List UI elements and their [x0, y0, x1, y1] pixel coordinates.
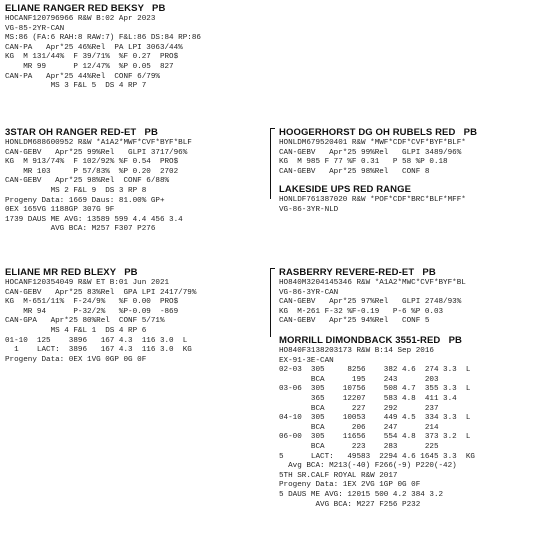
- detail-line: HONLDF761387020 R&W *POF*CDF*BRC*BLF*MFF*: [279, 196, 466, 204]
- detail-line: BCA 223 283 225: [279, 442, 439, 451]
- detail-line: MS:86 (FA:6 RAH:8 RAW:7) F&L:86 DS:84 RP:86: [5, 34, 201, 43]
- pedigree-bracket-sire: [270, 128, 275, 199]
- detail-line: MS 3 F&L 5 DS 4 RP 7: [5, 82, 147, 91]
- animal-name: ELIANE MR RED BLEXY PB: [5, 267, 138, 278]
- detail-line: 06-00 305 11656 554 4.8 373 3.2 L: [279, 433, 471, 442]
- detail-line: Progeny Data: 0EX 1VG 0GP 0G 0F: [5, 355, 147, 364]
- detail-line: 5TH SR.CALF ROYAL R&W 2017: [279, 471, 398, 480]
- animal-eliane-blexy: [5, 267, 196, 365]
- detail-line: VG-85-2YR-CAN: [5, 24, 65, 33]
- detail-line: HOCANF120354049 R&W ET B:01 Jun 2021: [5, 279, 170, 287]
- detail-line: KG M 131/44% F 39/71% %F 0.27 PRO$: [5, 53, 179, 62]
- detail-line: AVG BCA: M227 F256 P232: [279, 500, 421, 509]
- detail-line: KG M-651/11% F-24/9% %F 0.00 PRO$: [5, 298, 179, 307]
- detail-line: CAN-PA Apr*25 44%Rel CONF 6/79%: [5, 72, 160, 81]
- animal-3star-ranger: [5, 127, 192, 235]
- detail-line: 1 LACT: 3896 167 4.3 116 3.0 KG: [5, 346, 192, 355]
- detail-line: CAN-GEBV Apr*25 98%Rel CONF 6/88%: [5, 177, 170, 186]
- detail-line: HO840F3138203173 R&W B:14 Sep 2016: [279, 347, 434, 355]
- detail-line: VG-86-3YR-NLD: [279, 205, 339, 214]
- detail-line: MR 99 P 12/47% %P 0.05 827: [5, 62, 174, 71]
- detail-line: 365 12207 583 4.8 411 3.4: [279, 394, 457, 403]
- animal-name: RASBERRY REVERE-RED-ET PB: [279, 267, 436, 278]
- animal-lakeside-ups: [279, 184, 466, 215]
- detail-line: CAN-GPA Apr*25 80%Rel CONF 5/71%: [5, 317, 165, 326]
- detail-line: EX-91-3E-CAN: [279, 356, 334, 365]
- detail-line: MS 2 F&L 9 DS 3 RP 8: [5, 186, 147, 195]
- detail-line: MS 4 F&L 1 DS 4 RP 6: [5, 326, 147, 335]
- detail-line: BCA 206 247 214: [279, 423, 439, 432]
- detail-line: 03-06 305 10756 508 4.7 355 3.3 L: [279, 385, 471, 394]
- detail-line: 0EX 165VG 1188GP 307G 9F: [5, 206, 115, 215]
- animal-name: HOOGERHORST DG OH RUBELS RED PB: [279, 127, 478, 138]
- detail-line: HOCANF120796966 R&W B:02 Apr 2023: [5, 15, 156, 23]
- detail-line: 01-10 125 3896 167 4.3 116 3.0 L: [5, 336, 188, 345]
- detail-line: CAN-GEBV Apr*25 99%Rel GLPI 3717/96%: [5, 148, 188, 157]
- detail-line: MR 94 P-32/2% %P-0.09 -869: [5, 307, 179, 316]
- detail-line: CAN-GEBV Apr*25 83%Rel GPA LPI 2417/79%: [5, 288, 197, 297]
- pedigree-bracket-dam: [270, 268, 275, 337]
- animal-name: MORRILL DIMONDBACK 3551-RED PB: [279, 335, 463, 346]
- animal-rasberry-revere: [279, 267, 466, 327]
- detail-line: 5 LACT: 49583 2294 4.6 1645 3.3 KG: [279, 452, 475, 461]
- detail-line: Progeny Data: 1669 Daus: 81.00% GP+: [5, 196, 165, 205]
- detail-line: CAN-GEBV Apr*25 99%Rel GLPI 3489/96%: [279, 148, 462, 157]
- detail-line: Progeny Data: 1EX 2VG 1GP 0G 0F: [279, 481, 421, 490]
- animal-name: ELIANE RANGER RED BEKSY PB: [5, 3, 166, 14]
- detail-line: HO840M3204145346 R&W *A1A2*MWC*CVF*BYF*BL: [279, 279, 466, 287]
- detail-line: HONLDM679520401 R&W *MWF*CDF*CVF*BYF*BLF*: [279, 139, 466, 147]
- detail-line: VG-86-3YR-CAN: [279, 288, 339, 297]
- detail-line: KG M-261 F-32 %F-0.19 P-6 %P 0.03: [279, 307, 444, 316]
- animal-eliane-beksy: [5, 3, 201, 92]
- detail-line: BCA 227 292 237: [279, 404, 439, 413]
- detail-line: 02-03 305 8256 382 4.6 274 3.3 L: [279, 366, 471, 375]
- detail-line: 5 DAUS ME AVG: 12015 500 4.2 384 3.2: [279, 490, 444, 499]
- animal-name: LAKESIDE UPS RED RANGE: [279, 184, 412, 195]
- detail-line: 04-10 305 10053 449 4.5 334 3.3 L: [279, 414, 471, 423]
- detail-line: Avg BCA: M213(-40) F266(-9) P220(-42): [279, 462, 457, 471]
- detail-line: CAN-GEBV Apr*25 98%Rel CONF 8: [279, 167, 430, 176]
- detail-line: MR 103 P 57/83% %P 0.20 2702: [5, 167, 179, 176]
- detail-line: CAN-PA Apr*25 46%Rel PA LPI 3063/44%: [5, 43, 183, 52]
- detail-line: KG M 913/74% F 102/92% %F 0.54 PRO$: [5, 158, 179, 167]
- detail-line: AVG BCA: M257 F307 P276: [5, 225, 156, 234]
- detail-line: 1739 DAUS ME AVG: 13589 599 4.4 456 3.4: [5, 215, 183, 224]
- animal-name: 3STAR OH RANGER RED-ET PB: [5, 127, 158, 138]
- animal-morrill-dimondback: [279, 335, 475, 510]
- detail-line: CAN-GEBV Apr*25 94%Rel CONF 5: [279, 317, 430, 326]
- detail-line: BCA 195 243 203: [279, 375, 439, 384]
- detail-line: CAN-GEBV Apr*25 97%Rel GLPI 2748/93%: [279, 298, 462, 307]
- detail-line: HONLDM688600952 R&W *A1A2*MWF*CVF*BYF*BLF: [5, 139, 192, 147]
- animal-hoogerhorst-rubels: [279, 127, 477, 177]
- detail-line: KG M 985 F 77 %F 0.31 P 58 %P 0.18: [279, 158, 448, 167]
